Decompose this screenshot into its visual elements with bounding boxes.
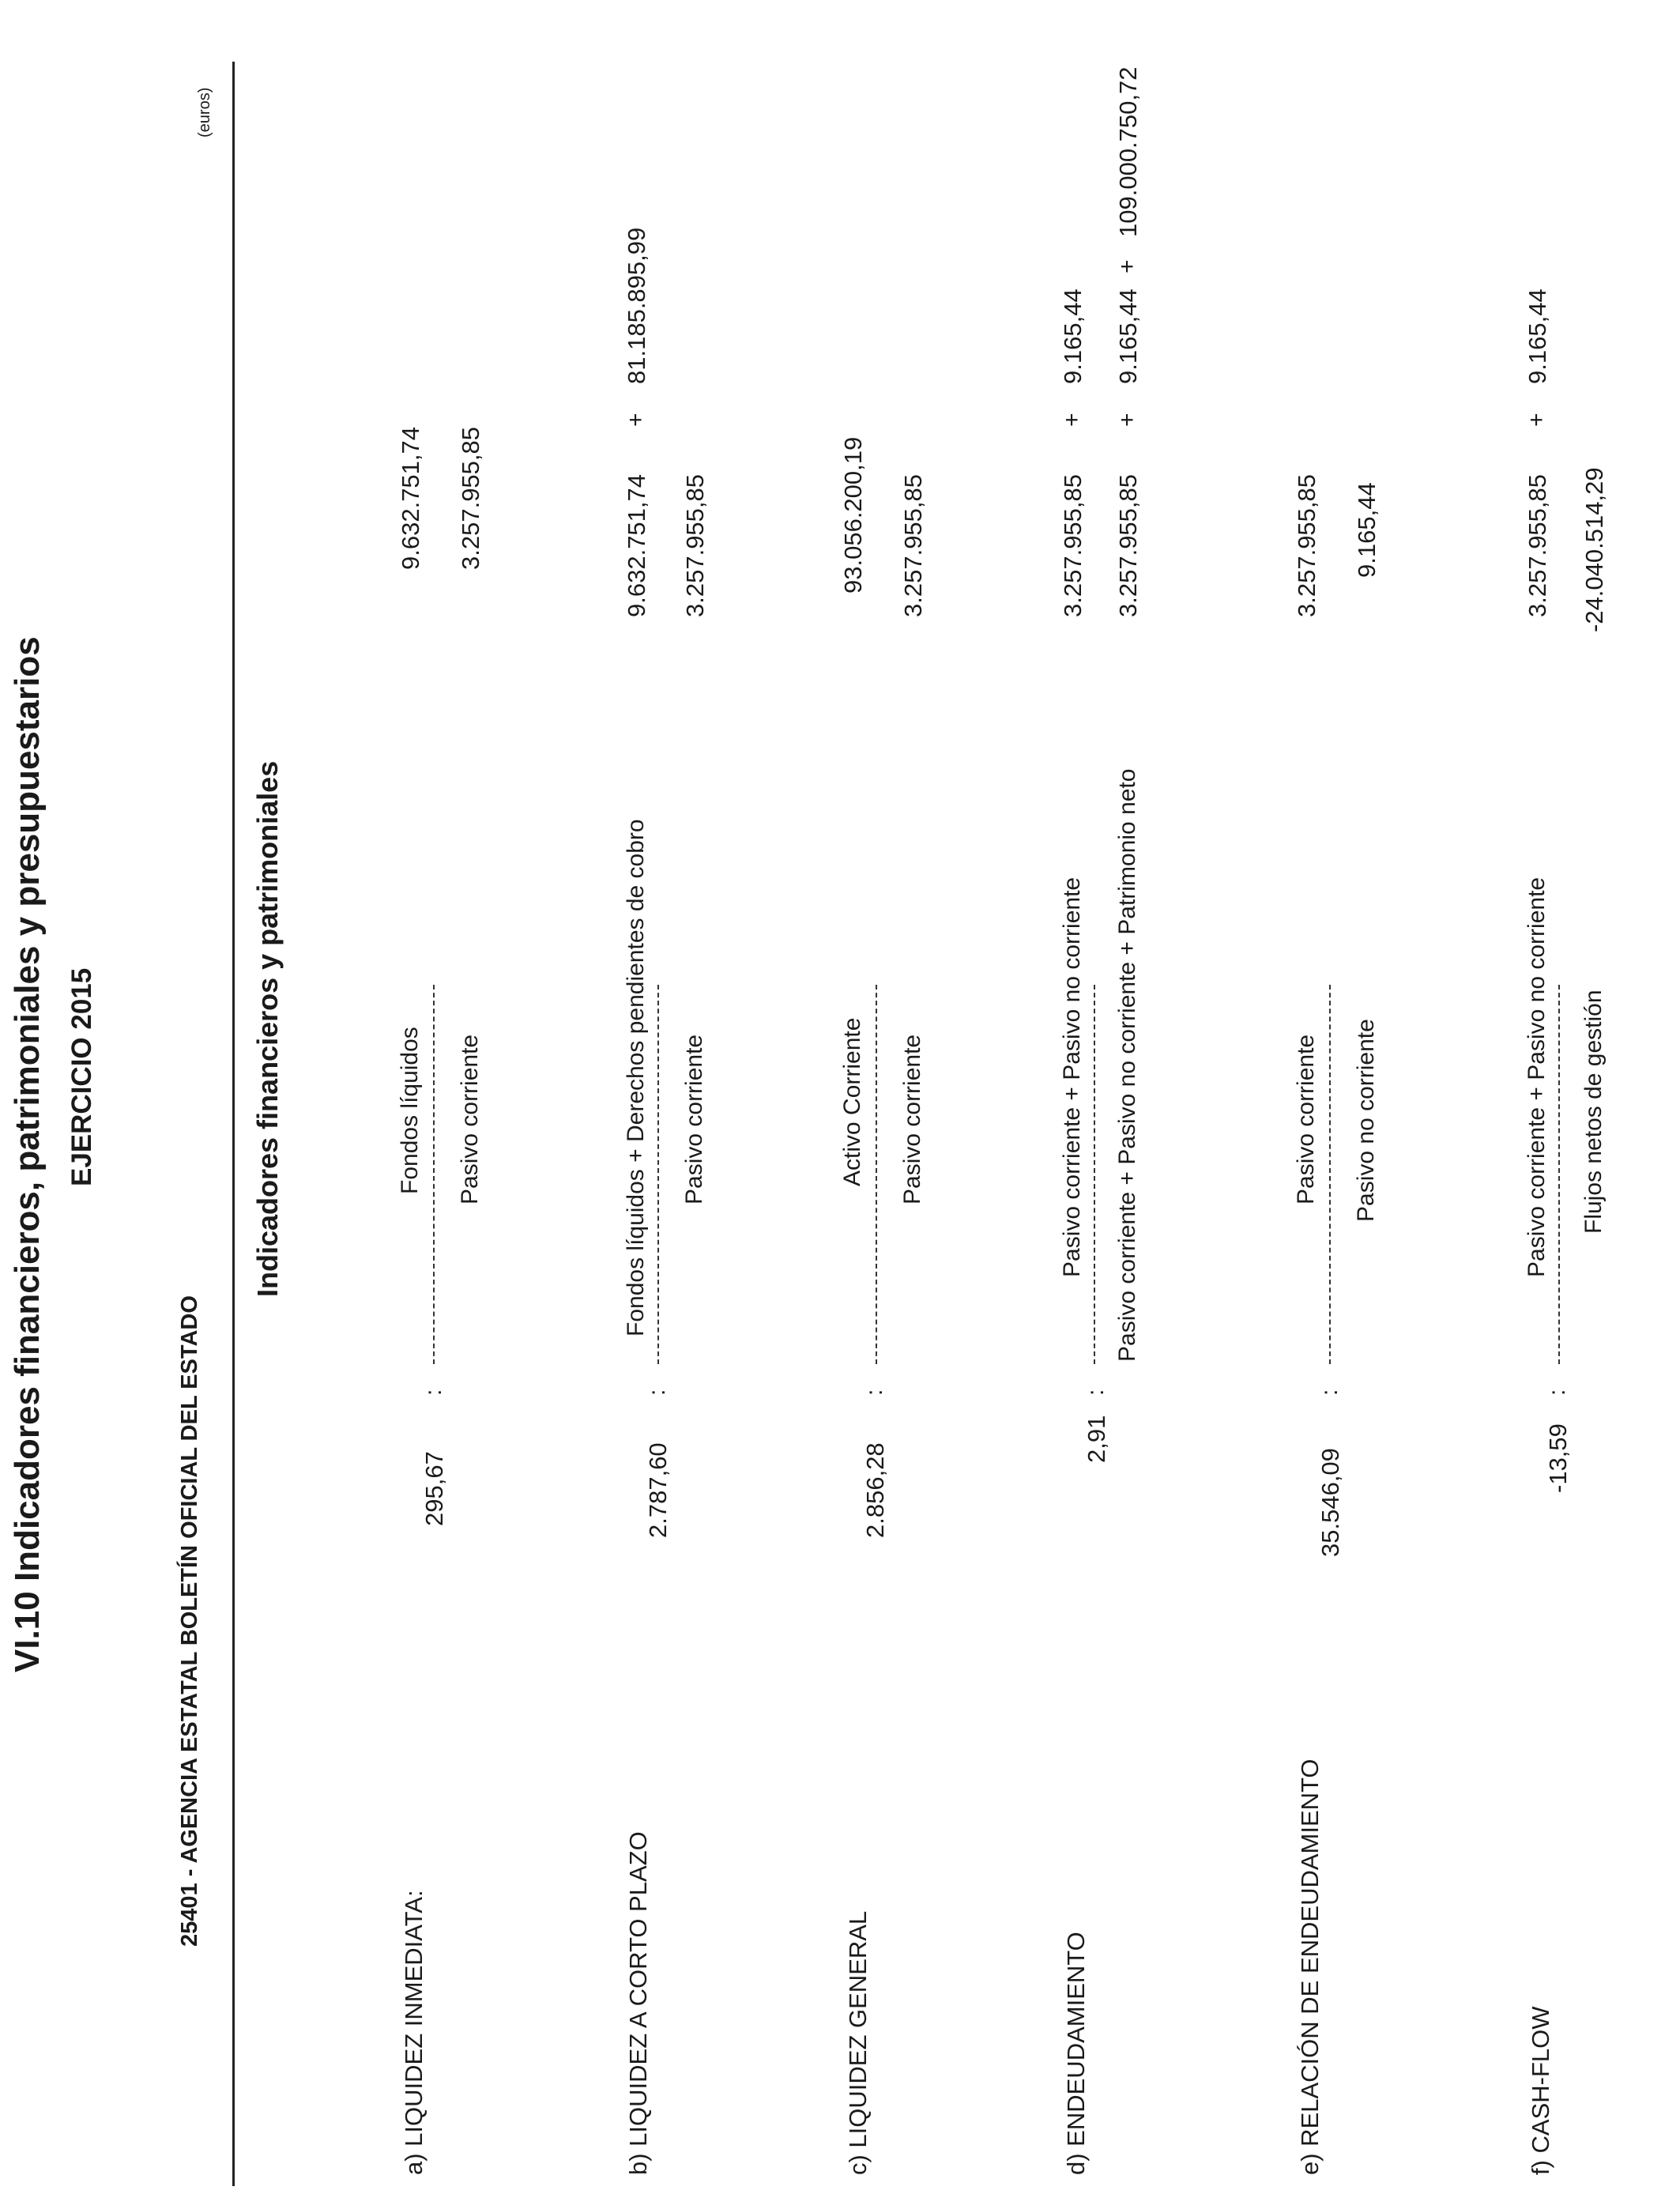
denominator-formula: Pasivo no corriente [1353,1019,1379,1222]
indicator-label-c: c) LIQUIDEZ GENERAL [844,1910,872,2175]
numerator-value: 81.185.895,99 [623,227,650,384]
indicator-value-a: 295,67 [420,1451,448,1526]
fraction-line [657,985,659,1364]
denominator-formula: Pasivo corriente + Pasivo no corriente + Patrimonio neto [1114,768,1140,1362]
denominator-value: 9.165,44 [1353,482,1381,578]
numerator-value: 3.257.955,85 [1059,473,1087,617]
indicator-label-f: f) CASH-FLOW [1527,2006,1554,2175]
denominator-formula: Pasivo corriente [457,1034,483,1204]
indicator-label-e: e) RELACIÓN DE ENDEUDAMIENTO [1296,1759,1324,2175]
page-title: VI.10 Indicadores financieros, patrimoniales y presupuestarios [8,636,47,1672]
fraction-line [1558,985,1560,1364]
indicator-colon: : [1544,1389,1570,1396]
indicator-label-a: a) LIQUIDEZ INMEDIATA: [400,1890,428,2175]
denominator-value: 9.165,44 [1114,288,1142,384]
indicator-value-b: 2.787,60 [644,1442,672,1538]
numerator-formula: Pasivo corriente + Pasivo no corriente [1059,876,1085,1277]
numerator-formula: Pasivo corriente + Pasivo no corriente [1524,876,1550,1277]
denominator-value: 109.000.750,72 [1114,66,1142,237]
numerator-formula: Fondos líquidos + Derechos pendientes de cobro [623,819,649,1336]
page-subtitle: EJERCICIO 2015 [66,967,97,1186]
section-title: Indicadores financieros y patrimoniales [251,760,284,1297]
plus-sign: + [1059,413,1085,427]
denominator-formula: Flujos netos de gestión [1580,990,1607,1234]
denominator-formula: Pasivo corriente [899,1034,925,1204]
numerator-value: 93.056.200,19 [839,436,867,594]
indicator-colon: : [644,1389,670,1396]
fraction-line [876,985,877,1364]
plus-sign: + [1114,413,1140,427]
plus-sign: + [623,413,649,427]
numerator-value: 9.632.751,74 [397,426,424,570]
indicator-colon: : [420,1389,446,1396]
indicator-colon: : [1317,1389,1343,1396]
indicator-value-e: 35.546,09 [1317,1448,1344,1557]
numerator-value: 3.257.955,85 [1524,473,1551,617]
numerator-formula: Pasivo corriente [1293,1034,1319,1204]
numerator-formula: Fondos líquidos [397,1027,423,1194]
denominator-value: 3.257.955,85 [1114,473,1142,617]
indicator-label-d: d) ENDEUDAMIENTO [1062,1932,1090,2175]
header-rule [232,62,235,2186]
numerator-formula: Activo Corriente [839,1017,865,1186]
denominator-formula: Pasivo corriente [681,1034,707,1204]
indicator-value-d: 2,91 [1083,1415,1110,1463]
fraction-line [433,985,435,1364]
plus-sign: + [1114,259,1140,273]
entity-name: 25401 - AGENCIA ESTATAL BOLETÍN OFICIAL DEL ESTADO [177,1295,202,1947]
denominator-value: -24.040.514,29 [1580,467,1608,632]
fraction-line [1094,985,1095,1364]
indicator-label-b: b) LIQUIDEZ A CORTO PLAZO [624,1831,652,2175]
numerator-value: 9.165,44 [1059,288,1087,384]
numerator-value: 3.257.955,85 [1293,473,1320,617]
numerator-value: 9.632.751,74 [623,473,650,617]
indicator-colon: : [861,1389,887,1396]
fraction-line [1329,985,1331,1364]
indicator-colon: : [1083,1389,1109,1396]
denominator-value: 3.257.955,85 [681,473,709,617]
indicator-value-f: -13,59 [1544,1423,1572,1493]
denominator-value: 3.257.955,85 [899,473,927,617]
numerator-value: 9.165,44 [1524,288,1551,384]
denominator-value: 3.257.955,85 [457,426,484,570]
units-label: (euros) [196,87,213,138]
indicator-value-c: 2.856,28 [861,1442,889,1538]
plus-sign: + [1524,413,1550,427]
